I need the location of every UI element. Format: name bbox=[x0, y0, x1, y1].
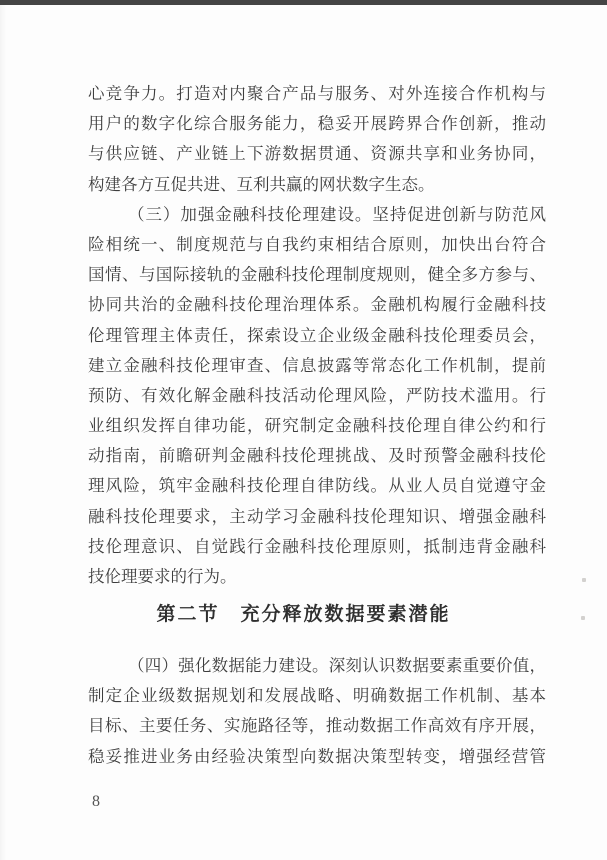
text-line: 协同共治的金融科技伦理治理体系。金融机构履行金融科技 bbox=[88, 295, 546, 315]
text-line: 动指南，前瞻研判金融科技伦理挑战、及时预警金融科技伦 bbox=[88, 446, 546, 466]
text-line: （三）加强金融科技伦理建设。坚持促进创新与防范风 bbox=[128, 204, 546, 224]
text-line: 用户的数字化综合服务能力，稳妥开展跨界合作创新，推动 bbox=[88, 114, 546, 134]
text-line: 目标、主要任务、实施路径等，推动数据工作高效有序开展， bbox=[88, 716, 546, 736]
text-line: 融科技伦理要求，主动学习金融科技伦理知识、增强金融科 bbox=[88, 506, 546, 526]
section-heading: 第二节 充分释放数据要素潜能 bbox=[156, 604, 451, 625]
scan-speck bbox=[582, 578, 586, 582]
scan-edge-bar bbox=[0, 0, 607, 5]
page-number: 8 bbox=[92, 793, 100, 810]
text-line: 技伦理意识、自觉践行金融科技伦理原则，抵制违背金融科 bbox=[88, 536, 546, 556]
text-line: 伦理管理主体责任，探索设立企业级金融科技伦理委员会， bbox=[88, 325, 546, 345]
text-line: 心竞争力。打造对内聚合产品与服务、对外连接合作机构与 bbox=[88, 84, 546, 103]
text-line: 稳妥推进业务由经验决策型向数据决策型转变，增强经营管 bbox=[88, 746, 546, 766]
text-line: 业组织发挥自律功能，研究制定金融科技伦理自律公约和行 bbox=[88, 416, 546, 436]
text-line: 制定企业级数据规划和发展战略、明确数据工作机制、基本 bbox=[88, 686, 546, 706]
text-line: 建立金融科技伦理审查、信息披露等常态化工作机制，提前 bbox=[88, 355, 546, 375]
body-text-block-2 bbox=[88, 651, 546, 772]
text-line: 与供应链、产业链上下游数据贯通、资源共享和业务协同， bbox=[88, 144, 546, 164]
scan-speck bbox=[581, 616, 585, 620]
text-line: （四）强化数据能力建设。深刻认识数据要素重要价值， bbox=[128, 656, 546, 675]
text-line: 险相统一、制度规范与自我约束相结合原则，加快出台符合 bbox=[88, 234, 546, 254]
text-line: 技伦理要求的行为。 bbox=[88, 567, 237, 586]
text-line: 构建各方互促共进、互利共赢的网状数字生态。 bbox=[88, 174, 435, 194]
text-line: 国情、与国际接轨的金融科技伦理制度规则，健全多方参与、 bbox=[88, 265, 546, 285]
body-text-block bbox=[88, 79, 546, 592]
text-line: 理风险，筑牢金融科技伦理自律防线。从业人员自觉遵守金 bbox=[88, 476, 546, 496]
text-line: 预防、有效化解金融科技活动伦理风险，严防技术滥用。行 bbox=[88, 385, 546, 405]
